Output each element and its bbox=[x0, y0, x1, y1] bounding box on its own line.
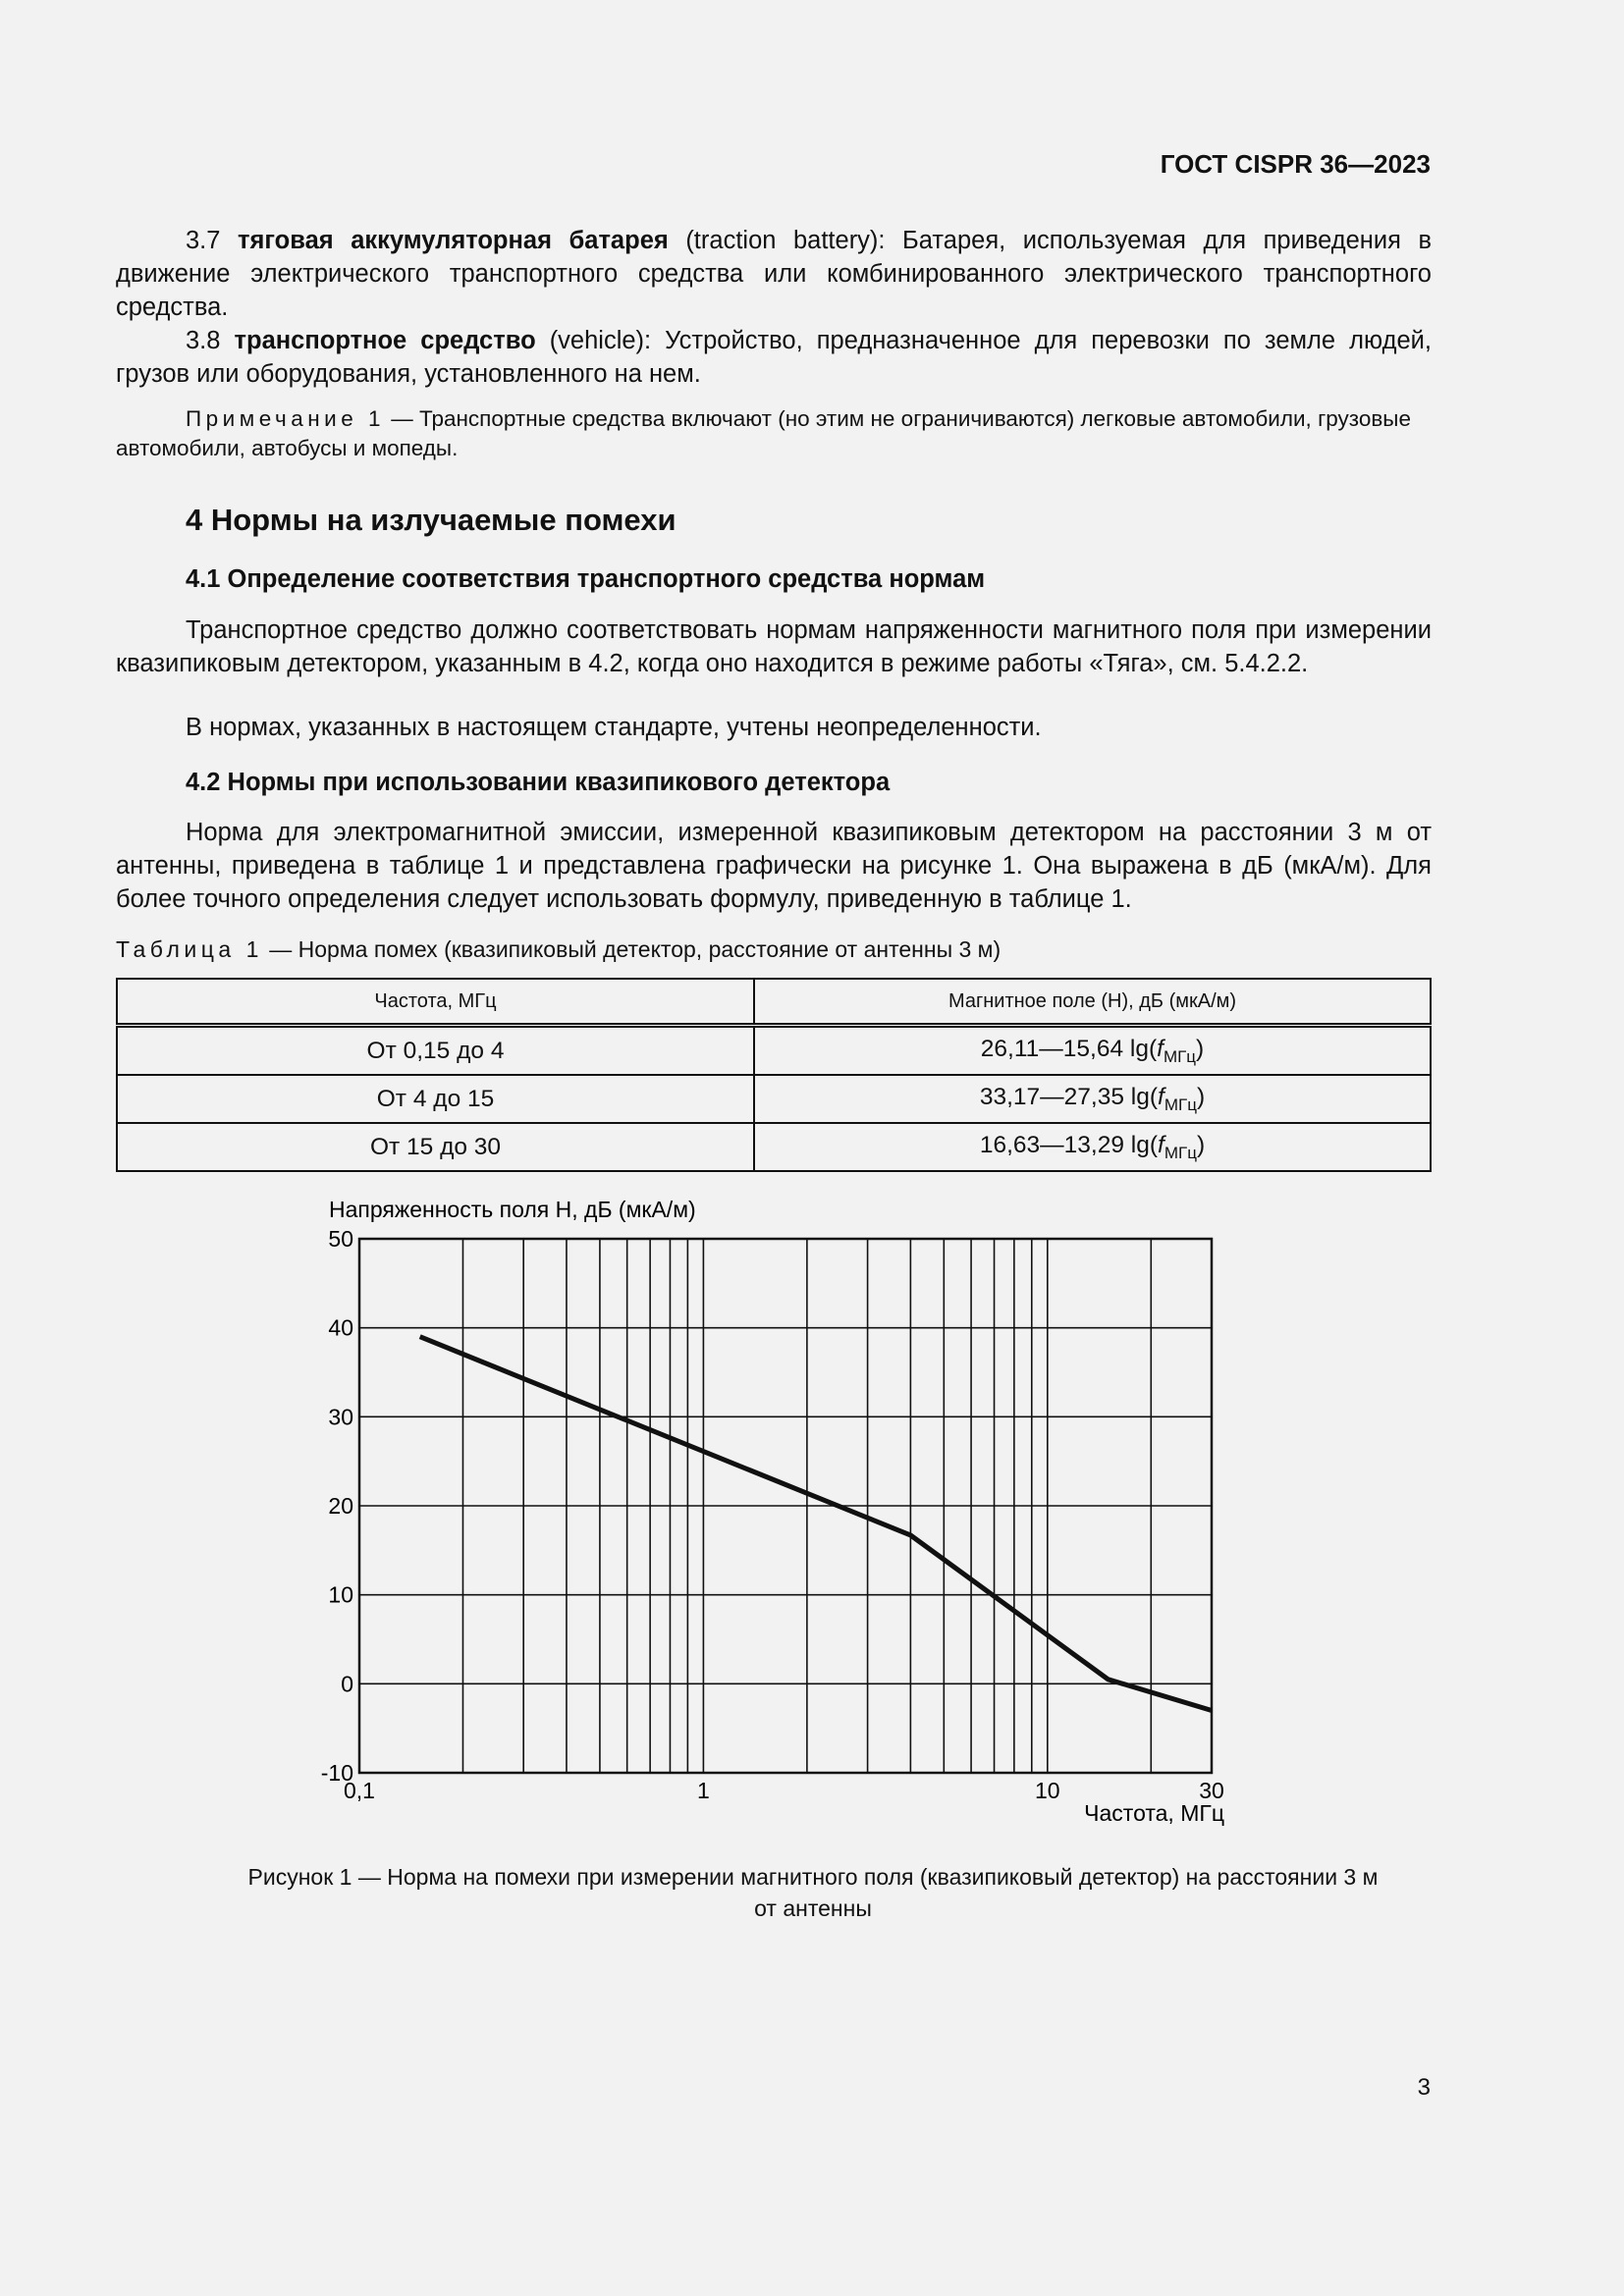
column-header: Магнитное поле (Н), дБ (мкА/м) bbox=[754, 979, 1431, 1026]
x-tick-label: 30 bbox=[1199, 1778, 1224, 1803]
note-text: — Транспортные средства включают (но этим не ограничиваются) легковые автомобили, грузовые автомобили, автобусы и мопеды. bbox=[116, 406, 1411, 460]
note-label: Примечание 1 bbox=[186, 406, 385, 431]
frequency-cell: От 4 до 15 bbox=[117, 1075, 754, 1123]
y-axis-label: Напряженность поля Н, дБ (мкА/м) bbox=[329, 1197, 696, 1222]
definition: (traction battery): Батарея, используемая для приведения в движение электрического транспортного средства или комбинированного электрического транспортного средства. bbox=[116, 227, 1433, 321]
y-tick-label: 40 bbox=[328, 1314, 353, 1341]
table-caption-text: — Норма помех (квазипиковый детектор, расстояние от антенны 3 м) bbox=[262, 936, 1001, 962]
formula-cell: 16,63—13,29 $\lg(f_{МГц})$ bbox=[754, 1123, 1431, 1171]
paragraph: В нормах, указанных в настоящем стандарте, учтены неопределенности. bbox=[186, 714, 1042, 741]
figure-caption-line: от антенны bbox=[754, 1896, 872, 1921]
paragraph: Транспортное средство должно соответствовать нормам напряженности магнитного поля при измерении квазипиковым детектором, указанным в 4.2, когда оно находится в режиме работы «Тяга», см. 5.4.2.2. bbox=[116, 616, 1432, 677]
term: тяговая аккумуляторная батарея bbox=[238, 227, 669, 254]
x-tick-label: 10 bbox=[1035, 1778, 1060, 1803]
paragraph: Норма для электромагнитной эмиссии, измеренной квазипиковым детектором на расстоянии 3 м от антенны, приведена в таблице 1 и представлена графически на рисунке 1. Она выражена в дБ (мкА/м). Для более точного определения следует использовать формулу, приведенную в таблице 1. bbox=[116, 819, 1432, 913]
y-tick-label: -10 bbox=[320, 1760, 353, 1786]
subsection-4-2-title: 4.2 Нормы при использовании квазипикового детектора bbox=[186, 769, 891, 796]
norm-line bbox=[420, 1337, 1212, 1711]
term: транспортное средство bbox=[234, 327, 536, 354]
x-axis-label: Частота, МГц bbox=[1084, 1800, 1224, 1826]
subsection-4-1-title: 4.1 Определение соответствия транспортного средства нормам bbox=[186, 565, 986, 593]
document-code: ГОСТ CISPR 36—2023 bbox=[1160, 149, 1431, 179]
y-tick-label: 0 bbox=[341, 1671, 353, 1697]
definition: (vehicle): Устройство, предназначенное для перевозки по земле людей, грузов или оборудования, установленного на нем. bbox=[116, 327, 1432, 388]
x-tick-label: 0,1 bbox=[344, 1778, 375, 1803]
y-tick-label: 20 bbox=[328, 1493, 353, 1519]
formula-cell: 33,17—27,35 $\lg(f_{МГц})$ bbox=[754, 1075, 1431, 1123]
y-tick-label: 10 bbox=[328, 1581, 353, 1608]
section-title: 4 Нормы на излучаемые помехи bbox=[186, 503, 677, 537]
frequency-cell: От 0,15 до 4 bbox=[117, 1026, 754, 1076]
frequency-cell: От 15 до 30 bbox=[117, 1123, 754, 1171]
formula-cell: 26,11—15,64 $\lg(f_{МГц})$ bbox=[754, 1026, 1431, 1076]
page-number: 3 bbox=[1417, 2074, 1431, 2101]
column-header: Частота, МГц bbox=[117, 979, 754, 1026]
y-tick-label: 30 bbox=[328, 1404, 353, 1430]
figure-caption bbox=[116, 1861, 1510, 1924]
figure-caption-line: Рисунок 1 — Норма на помехи при измерении магнитного поля (квазипиковый детектор) на расстоянии 3 м bbox=[247, 1864, 1379, 1890]
table-label: Таблица 1 bbox=[116, 936, 263, 962]
clause-number: 3.8 bbox=[186, 327, 221, 354]
x-tick-label: 1 bbox=[697, 1778, 710, 1803]
y-tick-label: 50 bbox=[328, 1226, 353, 1252]
clause-number: 3.7 bbox=[186, 227, 221, 254]
